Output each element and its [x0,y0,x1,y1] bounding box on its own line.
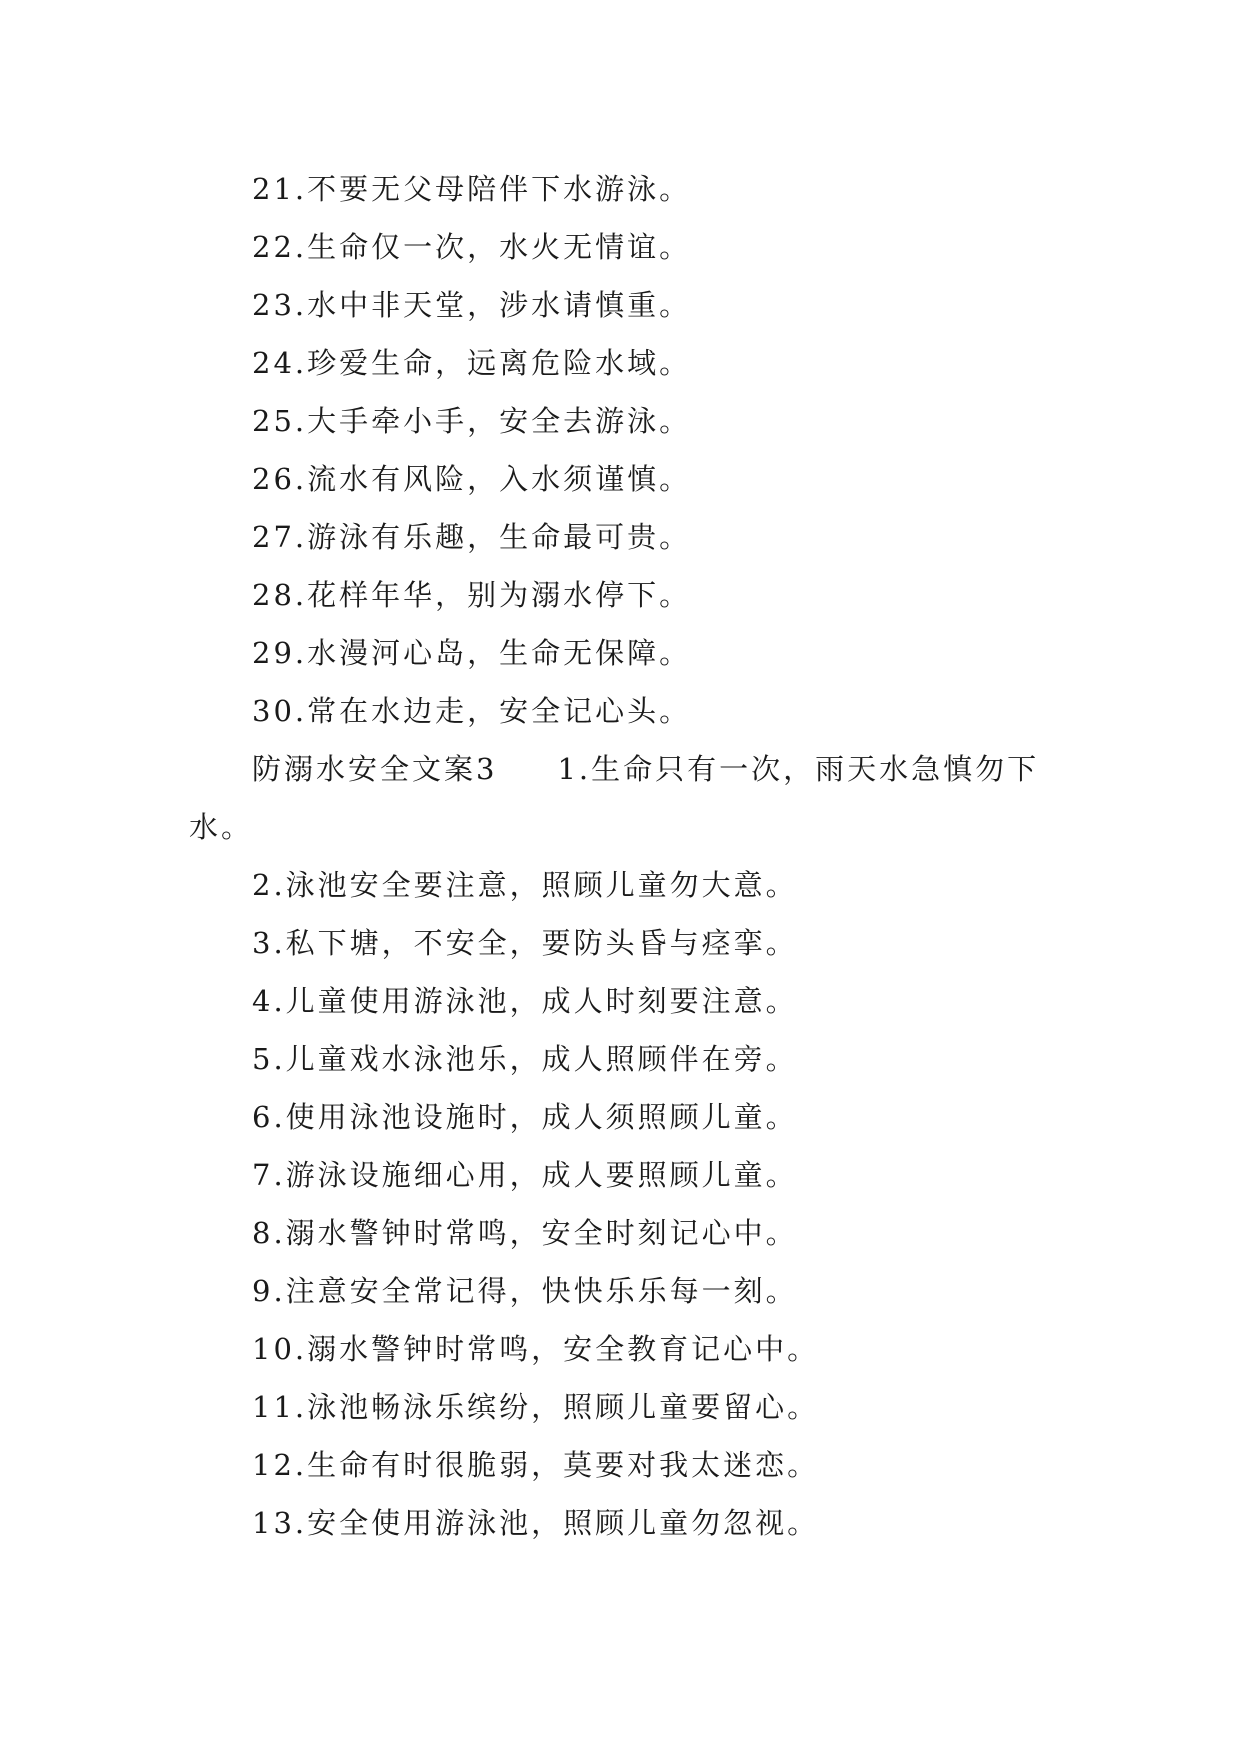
list-item: 1.生命只有一次，雨天水急慎勿下水。 [189,752,1040,844]
list-item: 11.泳池畅泳乐缤纷，照顾儿童要留心。 [252,1390,820,1424]
list-item: 29.水漫河心岛，生命无保障。 [252,636,692,670]
list-item: 6.使用泳池设施时，成人须照顾儿童。 [252,1100,798,1134]
list-item: 12.生命有时很脆弱，莫要对我太迷恋。 [252,1448,820,1482]
list-item: 10.溺水警钟时常鸣，安全教育记心中。 [252,1332,820,1366]
list-item: 9.注意安全常记得，快快乐乐每一刻。 [252,1274,798,1308]
document-body [189,160,1059,1552]
list-item: 5.儿童戏水泳池乐，成人照顾伴在旁。 [252,1042,798,1076]
section-3-paragraph [189,740,1059,856]
list-item: 24.珍爱生命，远离危险水域。 [252,346,692,380]
list-item: 7.游泳设施细心用，成人要照顾儿童。 [252,1158,798,1192]
list-item: 21.不要无父母陪伴下水游泳。 [252,172,692,206]
list-item: 26.流水有风险，入水须谨慎。 [252,462,692,496]
list-item: 27.游泳有乐趣，生命最可贵。 [252,520,692,554]
list-item: 4.儿童使用游泳池，成人时刻要注意。 [252,984,798,1018]
section-3-heading: 防溺水安全文案3 [252,752,498,786]
list-item: 3.私下塘，不安全，要防头昏与痉挛。 [252,926,798,960]
list-item: 23.水中非天堂，涉水请慎重。 [252,288,692,322]
list-item: 28.花样年华，别为溺水停下。 [252,578,692,612]
list-item: 22.生命仅一次，水火无情谊。 [252,230,692,264]
list-item: 8.溺水警钟时常鸣，安全时刻记心中。 [252,1216,798,1250]
list-item: 13.安全使用游泳池，照顾儿童勿忽视。 [252,1506,820,1540]
list-item: 30.常在水边走，安全记心头。 [252,694,692,728]
list-item: 2.泳池安全要注意，照顾儿童勿大意。 [252,868,798,902]
list-item: 25.大手牵小手，安全去游泳。 [252,404,692,438]
